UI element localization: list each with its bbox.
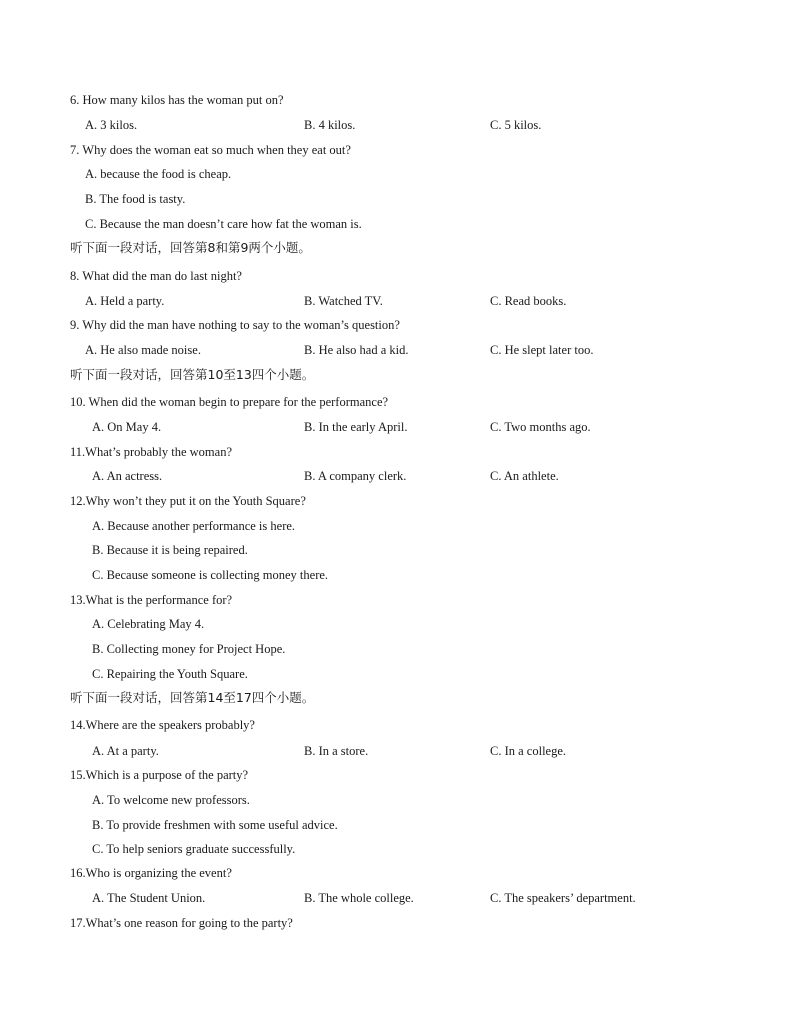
question-7-option-a: A. because the food is cheap. bbox=[85, 167, 232, 181]
question-12-option-c: C. Because someone is collecting money there. bbox=[92, 568, 329, 582]
question-10-option-a: A. On May 4. bbox=[92, 420, 162, 434]
question-12-stem: 12.Why won’t they put it on the Youth Square? bbox=[70, 494, 306, 508]
question-14-option-a: A. At a party. bbox=[92, 744, 159, 758]
section-instruction-2: 听下面一段对话，回答第10至13四个小题。 bbox=[70, 367, 315, 382]
question-15-option-b: B. To provide freshmen with some useful advice. bbox=[92, 818, 338, 832]
question-9-option-a: A. He also made noise. bbox=[85, 343, 201, 357]
question-16-option-b: B. The whole college. bbox=[304, 891, 414, 905]
section-instruction-3: 听下面一段对话，回答第14至17四个小题。 bbox=[70, 690, 315, 705]
question-8-option-b: B. Watched TV. bbox=[304, 294, 383, 308]
question-6-stem: 6. How many kilos has the woman put on? bbox=[70, 93, 284, 107]
question-11-option-c: C. An athlete. bbox=[490, 469, 559, 483]
question-16-option-a: A. The Student Union. bbox=[92, 891, 206, 905]
question-8-option-c: C. Read books. bbox=[490, 294, 567, 308]
question-15-option-c: C. To help seniors graduate successfully. bbox=[92, 842, 296, 856]
question-17-stem: 17.What’s one reason for going to the party? bbox=[70, 916, 293, 930]
question-9-stem: 9. Why did the man have nothing to say to the woman’s question? bbox=[70, 318, 400, 332]
question-6-option-b: B. 4 kilos. bbox=[304, 118, 356, 132]
question-16-stem: 16.Who is organizing the event? bbox=[70, 866, 232, 880]
question-14-option-c: C. In a college. bbox=[490, 744, 567, 758]
question-7-stem: 7. Why does the woman eat so much when they eat out? bbox=[70, 143, 351, 157]
section-instruction-1: 听下面一段对话，回答第8和第9两个小题。 bbox=[70, 240, 311, 255]
question-15-stem: 15.Which is a purpose of the party? bbox=[70, 768, 249, 782]
question-8-stem: 8. What did the man do last night? bbox=[70, 269, 242, 283]
question-6-option-c: C. 5 kilos. bbox=[490, 118, 542, 132]
question-14-option-b: B. In a store. bbox=[304, 744, 369, 758]
question-13-stem: 13.What is the performance for? bbox=[70, 593, 233, 607]
question-13-option-c: C. Repairing the Youth Square. bbox=[92, 667, 248, 681]
question-13-option-b: B. Collecting money for Project Hope. bbox=[92, 642, 286, 656]
question-14-stem: 14.Where are the speakers probably? bbox=[70, 718, 255, 732]
question-10-option-b: B. In the early April. bbox=[304, 420, 408, 434]
question-9-option-b: B. He also had a kid. bbox=[304, 343, 409, 357]
question-7-option-b: B. The food is tasty. bbox=[85, 192, 186, 206]
question-13-option-a: A. Celebrating May 4. bbox=[92, 617, 205, 631]
question-16-option-c: C. The speakers’ department. bbox=[490, 891, 636, 905]
question-10-option-c: C. Two months ago. bbox=[490, 420, 591, 434]
question-9-option-c: C. He slept later too. bbox=[490, 343, 594, 357]
question-11-option-b: B. A company clerk. bbox=[304, 469, 407, 483]
question-7-option-c: C. Because the man doesn’t care how fat the woman is. bbox=[85, 217, 362, 231]
question-10-stem: 10. When did the woman begin to prepare for the performance? bbox=[70, 395, 389, 409]
question-6-option-a: A. 3 kilos. bbox=[85, 118, 138, 132]
question-12-option-b: B. Because it is being repaired. bbox=[92, 543, 248, 557]
question-15-option-a: A. To welcome new professors. bbox=[92, 793, 250, 807]
question-11-stem: 11.What’s probably the woman? bbox=[70, 445, 232, 459]
question-8-option-a: A. Held a party. bbox=[85, 294, 165, 308]
question-11-option-a: A. An actress. bbox=[92, 469, 163, 483]
question-12-option-a: A. Because another performance is here. bbox=[92, 519, 296, 533]
